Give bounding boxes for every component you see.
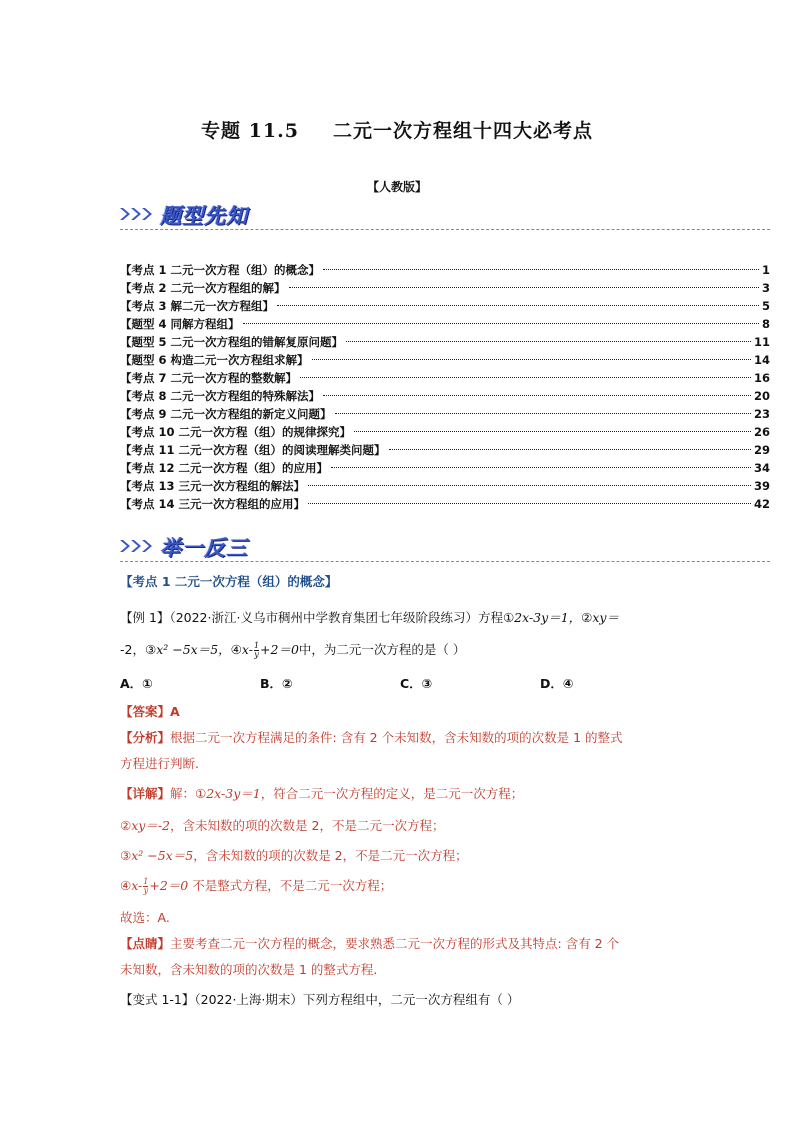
toc-entry[interactable] bbox=[120, 297, 770, 315]
variant-line bbox=[120, 990, 519, 1010]
detail-label: 【详解】 bbox=[120, 786, 171, 801]
table-of-contents bbox=[120, 261, 770, 513]
toc-page-number: 39 bbox=[753, 479, 770, 493]
toc-leader-dots bbox=[308, 503, 751, 504]
toc-leader-dots bbox=[389, 449, 751, 450]
toc-leader-dots bbox=[308, 485, 751, 486]
toc-leader-dots bbox=[335, 413, 751, 414]
toc-leader-dots bbox=[331, 467, 751, 468]
toc-entry[interactable] bbox=[120, 459, 770, 477]
analysis-line-1 bbox=[120, 728, 623, 748]
triple-arrow-icon bbox=[120, 206, 156, 222]
page-title bbox=[0, 116, 794, 143]
toc-leader-dots bbox=[323, 269, 759, 270]
toc-entry[interactable] bbox=[120, 261, 770, 279]
toc-entry-label: 【考点 3 解二元一次方程组】 bbox=[120, 299, 275, 313]
toc-entry[interactable] bbox=[120, 495, 770, 513]
example-label: 【例 1】 bbox=[120, 610, 170, 625]
detail-equation-1: 2x-3y＝1 bbox=[206, 786, 261, 801]
toc-leader-dots bbox=[354, 431, 751, 432]
option-a: A．① bbox=[120, 676, 153, 691]
toc-page-number: 34 bbox=[753, 461, 770, 475]
answer-value: A bbox=[170, 704, 180, 719]
toc-page-number: 14 bbox=[753, 353, 770, 367]
toc-page-number: 20 bbox=[753, 389, 770, 403]
example-line-1: 【例 1】（2022·浙江·义乌市稠州中学教育集团七年级阶段练习）方程①2x-3y＝1，②xy＝ bbox=[120, 610, 619, 625]
toc-page-number: 1 bbox=[761, 263, 770, 277]
variant-text: （2022·上海·期末）下列方程组中，二元一次方程组有（ ） bbox=[194, 992, 520, 1007]
detail-line-1: 【详解】解：①2x-3y＝1，符合二元一次方程的定义，是二元一次方程； bbox=[120, 786, 524, 801]
toc-entry[interactable] bbox=[120, 441, 770, 459]
toc-page-number: 29 bbox=[753, 443, 770, 457]
toc-page-number: 23 bbox=[753, 407, 770, 421]
toc-leader-dots bbox=[323, 395, 751, 396]
analysis-line-2: 方程进行判断. bbox=[120, 756, 199, 771]
toc-leader-dots bbox=[346, 341, 751, 342]
toc-entry-label: 【考点 11 二元一次方程（组）的阅读理解类问题】 bbox=[120, 443, 386, 457]
toc-entry[interactable] bbox=[120, 333, 770, 351]
toc-entry-label: 【考点 8 二元一次方程组的特殊解法】 bbox=[120, 389, 321, 403]
detail-equation-4: x- $\frac{1}{y}$ +2＝0 bbox=[131, 877, 189, 895]
toc-entry-label: 【考点 9 二元一次方程组的新定义问题】 bbox=[120, 407, 332, 421]
title-main: 二元一次方程组十四大必考点 bbox=[332, 120, 593, 142]
toc-page-number: 3 bbox=[761, 281, 770, 295]
equation-1: 2x-3y＝1， bbox=[514, 610, 582, 625]
toc-entry-label: 【题型 5 二元一次方程组的错解复原问题】 bbox=[120, 335, 344, 349]
question-tail: 中，为二元一次方程的是（ ） bbox=[298, 642, 466, 657]
section-heading: 【考点 1 二元一次方程（组）的概念】 bbox=[120, 574, 338, 589]
toc-entry[interactable] bbox=[120, 387, 770, 405]
answer-line bbox=[120, 702, 180, 722]
banner-practice bbox=[120, 532, 770, 562]
toc-page-number: 11 bbox=[753, 335, 770, 349]
analysis-label: 【分析】 bbox=[120, 730, 171, 745]
toc-entry[interactable] bbox=[120, 279, 770, 297]
variant-label: 【变式 1-1】 bbox=[120, 992, 195, 1007]
equation-2-tail: -2， bbox=[120, 642, 145, 657]
example-source: （2022·浙江·义乌市稠州中学教育集团七年级阶段练习）方程 bbox=[169, 610, 503, 625]
detail-line-4: ④x- $\frac{1}{y}$ +2＝0 不是整式方程，不是二元一次方程； bbox=[120, 877, 393, 895]
option-c: C．③ bbox=[400, 676, 433, 691]
analysis-text: 根据二元一次方程满足的条件: 含有 2 个未知数，含未知数的项的次数是 1 的整式 bbox=[170, 730, 623, 745]
detail-line-2: ②xy＝-2，含未知数的项的次数是 2，不是二元一次方程； bbox=[120, 818, 445, 833]
comment-line-1: 【点睛】主要考查二元一次方程的概念，要求熟悉二元一次方程的形式及其特点: 含有 2 个 bbox=[120, 936, 620, 951]
banner-title: 题型先知 bbox=[160, 204, 248, 228]
answer-options bbox=[120, 674, 680, 694]
comment-line-2: 未知数，含未知数的项的次数是 1 的整式方程. bbox=[120, 962, 378, 977]
triple-arrow-icon bbox=[120, 538, 156, 554]
toc-page-number: 26 bbox=[753, 425, 770, 439]
detail-conclusion: 故选：A. bbox=[120, 910, 170, 925]
title-prefix: 专题 11.5 bbox=[201, 120, 299, 142]
toc-entry-label: 【考点 2 二元一次方程组的解】 bbox=[120, 281, 286, 295]
equation-2: xy＝ bbox=[592, 610, 619, 625]
comment-label: 【点睛】 bbox=[120, 936, 171, 951]
toc-entry-label: 【题型 6 构造二元一次方程组求解】 bbox=[120, 353, 309, 367]
toc-page-number: 42 bbox=[753, 497, 770, 511]
toc-leader-dots bbox=[277, 305, 759, 306]
toc-entry-label: 【考点 14 三元一次方程组的应用】 bbox=[120, 497, 306, 511]
toc-page-number: 16 bbox=[753, 371, 770, 385]
equation-3: x² −5x＝5， bbox=[156, 642, 231, 657]
toc-entry[interactable] bbox=[120, 369, 770, 387]
toc-page-number: 8 bbox=[761, 317, 770, 331]
banner-question-overview bbox=[120, 200, 770, 230]
toc-entry[interactable] bbox=[120, 477, 770, 495]
toc-leader-dots bbox=[300, 377, 751, 378]
edition-label: 【人教版】 bbox=[366, 180, 427, 194]
option-d: D．④ bbox=[540, 676, 574, 691]
banner-title: 举一反三 bbox=[160, 536, 248, 560]
option-b: B．② bbox=[260, 676, 293, 691]
equation-4: x- $\frac{1}{y}$ +2＝0 bbox=[241, 641, 299, 659]
detail-equation-3: x² −5x＝5 bbox=[131, 848, 194, 863]
detail-line-3: ③x² −5x＝5，含未知数的项的次数是 2，不是二元一次方程； bbox=[120, 848, 468, 863]
dashed-divider bbox=[120, 229, 770, 230]
toc-leader-dots bbox=[243, 323, 759, 324]
toc-entry-label: 【考点 13 三元一次方程组的解法】 bbox=[120, 479, 306, 493]
answer-label: 【答案】 bbox=[120, 704, 171, 719]
toc-leader-dots bbox=[312, 359, 751, 360]
toc-entry[interactable] bbox=[120, 315, 770, 333]
toc-page-number: 5 bbox=[761, 299, 770, 313]
toc-entry-label: 【题型 4 同解方程组】 bbox=[120, 317, 240, 331]
toc-entry-label: 【考点 1 二元一次方程（组）的概念】 bbox=[120, 263, 321, 277]
toc-entry-label: 【考点 7 二元一次方程的整数解】 bbox=[120, 371, 298, 385]
toc-entry[interactable] bbox=[120, 405, 770, 423]
toc-entry-label: 【考点 10 二元一次方程（组）的规律探究】 bbox=[120, 425, 352, 439]
toc-entry-label: 【考点 12 二元一次方程（组）的应用】 bbox=[120, 461, 329, 475]
detail-equation-2: xy＝-2 bbox=[131, 818, 171, 833]
toc-entry[interactable] bbox=[120, 351, 770, 369]
toc-entry[interactable] bbox=[120, 423, 770, 441]
example-line-2: -2，③x² −5x＝5，④x- $\frac{1}{y}$ +2＝0中，为二元一次方程的是（ ） bbox=[120, 641, 466, 659]
toc-leader-dots bbox=[289, 287, 759, 288]
dashed-divider bbox=[120, 561, 770, 562]
